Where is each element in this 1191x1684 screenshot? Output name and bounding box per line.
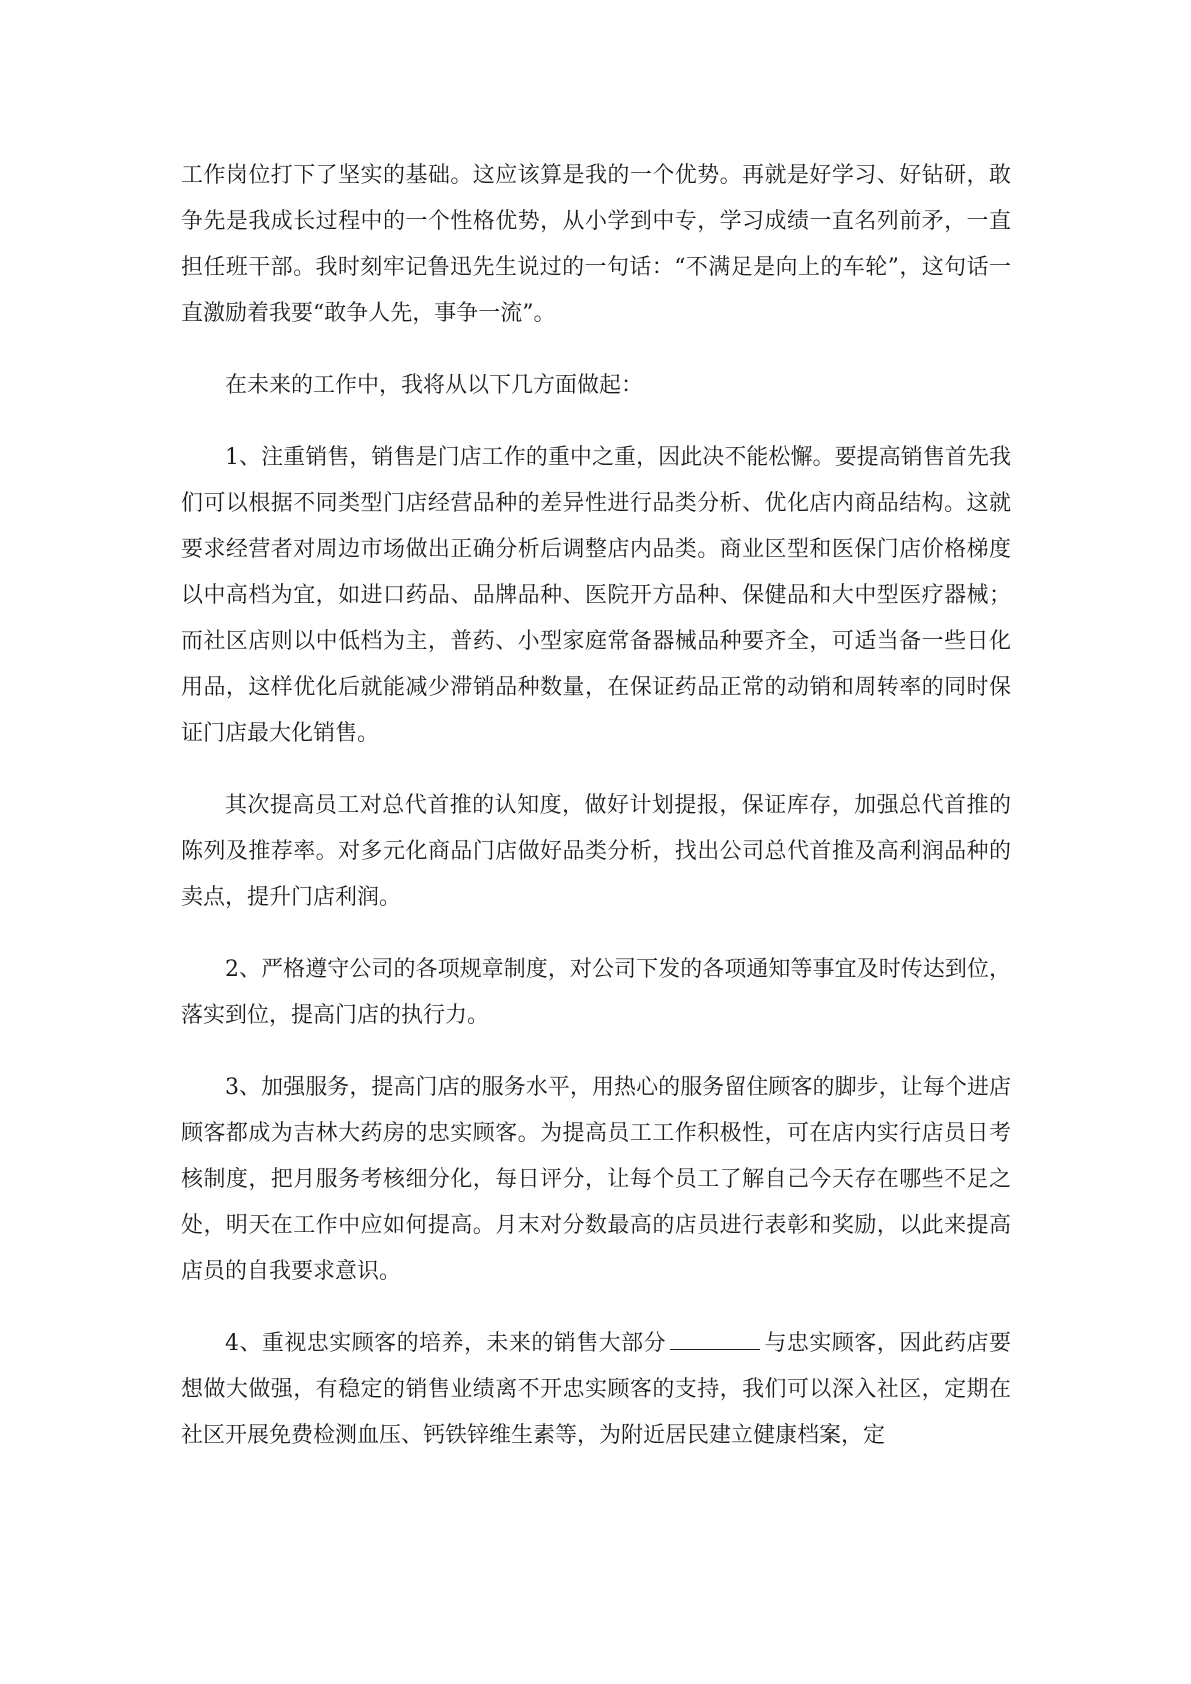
- paragraph-7-text-before: 4、重视忠实顾客的培养，未来的销售大部分: [225, 1331, 667, 1356]
- paragraph-3: 1、注重销售，销售是门店工作的重中之重，因此决不能松懈。要提高销售首先我们可以根据不同类型门店经营品种的差异性进行品类分析、优化店内商品结构。这就要求经营者对周边市场做出正确分析后调整店内品类。商业区型和医保门店价格梯度以中高档为宜，如进口药品、品牌品种、医院开方品种、保健品和大中型医疗器械；而社区店则以中低档为主，普药、小型家庭常备器械品种要齐全，可适当备一些日化用品，这样优化后就能减少滞销品种数量，在保证药品正常的动销和周转率的同时保证门店最大化销售。: [181, 445, 1011, 746]
- paragraph-7-text-after: 与忠实顾客，因此药店要想做大做强，有稳定的销售业绩离不开忠实顾客的支持，我们可以深入社区，定期在社区开展免费检测血压、钙铁锌维生素等，为附近居民建立健康档案，定: [181, 1331, 1011, 1448]
- paragraph-2: 在未来的工作中，我将从以下几方面做起：: [225, 373, 644, 398]
- paragraph-1: 工作岗位打下了坚实的基础。这应该算是我的一个优势。再就是好学习、好钻研，敢争先是我成长过程中的一个性格优势，从小学到中专，学习成绩一直名列前矛，一直担任班干部。我时刻牢记鲁迅先生说过的一句话：“不满足是向上的车轮”，这句话一直激励着我要“敢争人先，事争一流”。: [181, 163, 1011, 326]
- paragraph-7: [181, 1321, 1011, 1459]
- document-body: [181, 153, 1011, 1485]
- fill-in-blank: [670, 1331, 760, 1350]
- paragraph-4: 其次提高员工对总代首推的认知度，做好计划提报，保证库存，加强总代首推的陈列及推荐率。对多元化商品门店做好品类分析，找出公司总代首推及高利润品种的卖点，提升门店利润。: [181, 793, 1011, 910]
- paragraph-5: 2、严格遵守公司的各项规章制度，对公司下发的各项通知等事宜及时传达到位，落实到位，提高门店的执行力。: [181, 957, 1011, 1028]
- paragraph-6: 3、加强服务，提高门店的服务水平，用热心的服务留住顾客的脚步，让每个进店顾客都成为吉林大药房的忠实顾客。为提高员工工作积极性，可在店内实行店员日考核制度，把月服务考核细分化，每日评分，让每个员工了解自己今天存在哪些不足之处，明天在工作中应如何提高。月末对分数最高的店员进行表彰和奖励，以此来提高店员的自我要求意识。: [181, 1075, 1011, 1284]
